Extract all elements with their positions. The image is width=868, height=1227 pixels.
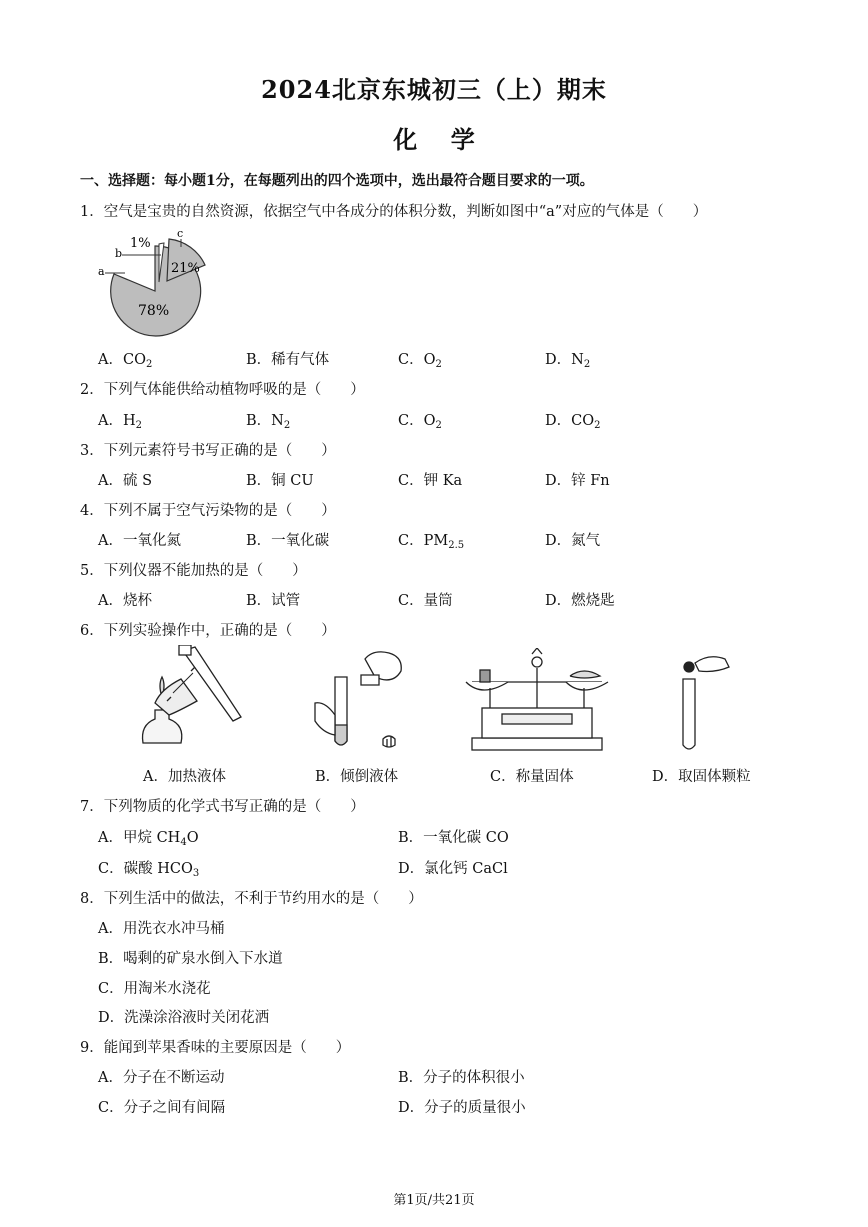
- q9-option-d[interactable]: D．分子的质量很小: [398, 1100, 526, 1116]
- q4-option-d[interactable]: D．氮气: [545, 533, 601, 549]
- q9-option-b[interactable]: B．分子的体积很小: [398, 1070, 525, 1086]
- q1-option-b[interactable]: B．稀有气体: [246, 352, 330, 368]
- subject-title: 化 学: [393, 125, 475, 154]
- question-8-stem: 8．下列生活中的做法，不利于节约用水的是（ ）: [80, 891, 423, 907]
- q8-option-b[interactable]: B．喝剩的矿泉水倒入下水道: [98, 951, 283, 967]
- q6-option-c[interactable]: C．称量固体: [490, 769, 574, 785]
- pie-pct-a: 78%: [138, 303, 170, 319]
- q1-option-c[interactable]: C．$O_2$: [398, 352, 442, 370]
- q4-option-b[interactable]: B．一氧化碳: [246, 533, 330, 549]
- weighing-balance-illustration: [462, 648, 612, 756]
- q7-option-c[interactable]: C．碳酸 $HCO_3$: [98, 861, 200, 879]
- q5-option-c[interactable]: C．量筒: [398, 593, 453, 609]
- pie-pct-b: 1%: [130, 236, 151, 251]
- page-title: 2024北京东城初三（上）期末: [261, 75, 607, 104]
- solid-granule-illustration: [655, 645, 745, 760]
- q3-option-a[interactable]: A．硫 S: [98, 473, 153, 489]
- question-6-stem: 6．下列实验操作中，正确的是（ ）: [80, 623, 336, 639]
- question-4-stem: 4．下列不属于空气污染物的是（ ）: [80, 503, 336, 519]
- question-5-stem: 5．下列仪器不能加热的是（ ）: [80, 563, 307, 579]
- q3-option-b[interactable]: B．铜 CU: [246, 473, 314, 489]
- q1-option-d[interactable]: D．$N_2$: [545, 352, 591, 370]
- q2-option-c[interactable]: C．$O_2$: [398, 413, 442, 431]
- q4-option-a[interactable]: A．一氧化氮: [98, 533, 181, 549]
- q3-option-c[interactable]: C．钾 Ka: [398, 473, 463, 489]
- q7-option-d[interactable]: D．氯化钙 CaCl: [398, 861, 508, 877]
- q9-option-a[interactable]: A．分子在不断运动: [98, 1070, 225, 1086]
- q2-option-a[interactable]: A．$H_2$: [98, 413, 142, 431]
- air-composition-pie-chart: [95, 225, 215, 340]
- q7-option-b[interactable]: B．一氧化碳 CO: [398, 830, 509, 846]
- q7-option-a[interactable]: A．甲烷 $CH_4O$: [98, 830, 199, 848]
- heating-liquid-illustration: [125, 645, 250, 760]
- pie-label-a: a: [98, 265, 105, 278]
- q2-option-d[interactable]: D．$CO_2$: [545, 413, 601, 431]
- q6-option-d[interactable]: D．取固体颗粒: [652, 769, 751, 785]
- q8-option-d[interactable]: D．洗澡涂浴液时关闭花洒: [98, 1010, 270, 1026]
- pie-label-c: c: [177, 227, 184, 240]
- page-number: 第1页/共21页: [393, 1193, 475, 1208]
- question-7-stem: 7．下列物质的化学式书写正确的是（ ）: [80, 799, 365, 815]
- q8-option-a[interactable]: A．用洗衣水冲马桶: [98, 921, 225, 937]
- q5-option-b[interactable]: B．试管: [246, 593, 301, 609]
- question-3-stem: 3．下列元素符号书写正确的是（ ）: [80, 443, 336, 459]
- q8-option-c[interactable]: C．用淘米水浇花: [98, 981, 211, 997]
- question-1-stem: 1．空气是宝贵的自然资源，依据空气中各成分的体积分数，判断如图中“a”对应的气体是（ ）: [80, 204, 708, 220]
- q6-option-b[interactable]: B．倾倒液体: [315, 769, 399, 785]
- q3-option-d[interactable]: D．锌 Fn: [545, 473, 610, 489]
- q5-option-d[interactable]: D．燃烧匙: [545, 593, 615, 609]
- q5-option-a[interactable]: A．烧杯: [98, 593, 152, 609]
- pie-label-b: b: [115, 247, 123, 260]
- pouring-liquid-illustration: [305, 645, 415, 760]
- q9-option-c[interactable]: C．分子之间有间隔: [98, 1100, 226, 1116]
- question-2-stem: 2．下列气体能供给动植物呼吸的是（ ）: [80, 382, 365, 398]
- q2-option-b[interactable]: B．$N_2$: [246, 413, 291, 431]
- pie-pct-c: 21%: [171, 261, 200, 276]
- question-9-stem: 9．能闻到苹果香味的主要原因是（ ）: [80, 1040, 351, 1056]
- q6-option-a[interactable]: A．加热液体: [143, 769, 226, 785]
- q4-option-c[interactable]: C．$PM_{2.5}$: [398, 533, 465, 551]
- q1-option-a[interactable]: A．$CO_2$: [98, 352, 153, 370]
- section-heading: 一、选择题：每小题1分，在每题列出的四个选项中，选出最符合题目要求的一项。: [80, 173, 594, 189]
